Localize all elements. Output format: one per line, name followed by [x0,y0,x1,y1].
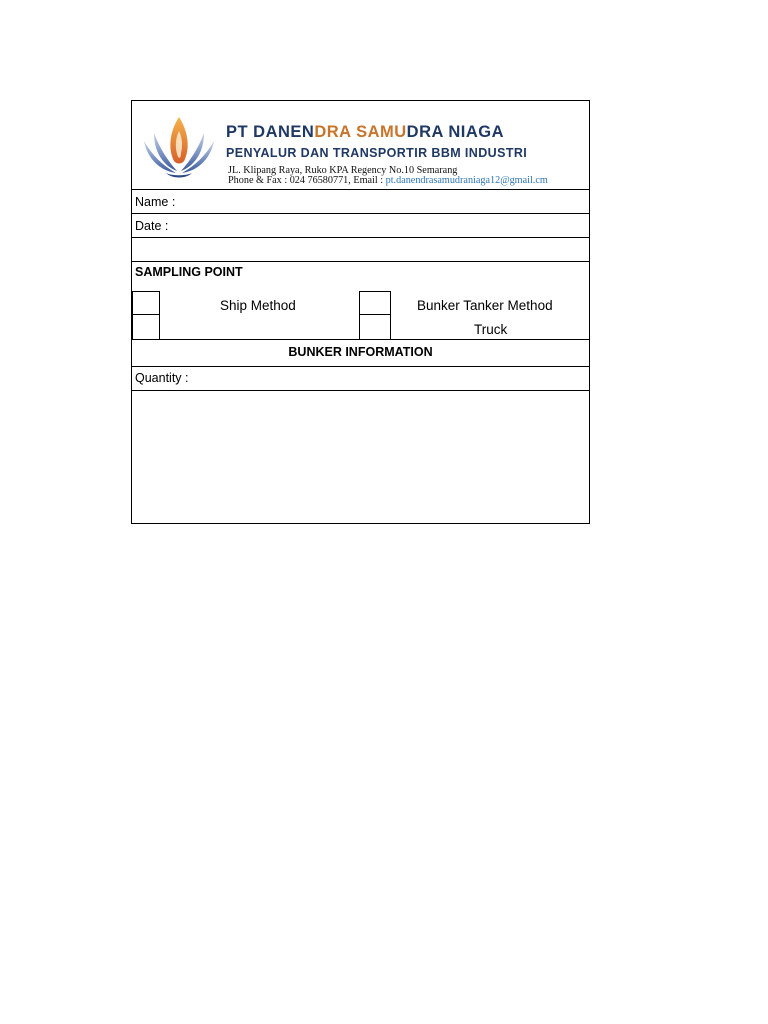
truck-label: Truck [474,322,508,337]
company-name: PT DANENDRA SAMUDRA NIAGA [226,123,505,141]
quantity-row[interactable] [132,366,589,390]
sampling-point-label: SAMPLING POINT [135,265,243,279]
company-contact [228,175,548,186]
ship-method-checkbox[interactable] [132,291,160,315]
contact-prefix: Phone & Fax : 024 76580771, Email : [228,175,386,186]
name-label: Name : [135,195,176,209]
bunker-information-row [132,339,589,366]
date-label: Date : [135,219,169,233]
sampling-point-section [132,261,589,339]
company-address: JL. Klipang Raya, Ruko KPA Regency No.10 Semarang [228,165,458,176]
bunker-tanker-checkbox[interactable] [359,291,391,315]
quantity-label: Quantity : [135,371,189,385]
bunker-tanker-method-label: Bunker Tanker Method [417,298,553,313]
notes-area[interactable] [132,390,589,523]
truck-checkbox[interactable] [359,314,391,340]
date-row[interactable] [132,213,589,237]
form-header [132,101,589,188]
blank-left-checkbox[interactable] [132,314,160,340]
blank-row[interactable] [132,237,589,261]
name-row[interactable] [132,189,589,213]
bunker-sampling-form [131,100,590,524]
lotus-flame-logo-icon [140,113,218,181]
ship-method-label: Ship Method [220,298,296,313]
company-subtitle: PENYALUR DAN TRANSPORTIR BBM INDUSTRI [226,146,528,160]
bunker-information-title: BUNKER INFORMATION [288,345,433,359]
company-email: pt.danendrasamudraniaga12@gmail.cm [385,175,548,186]
